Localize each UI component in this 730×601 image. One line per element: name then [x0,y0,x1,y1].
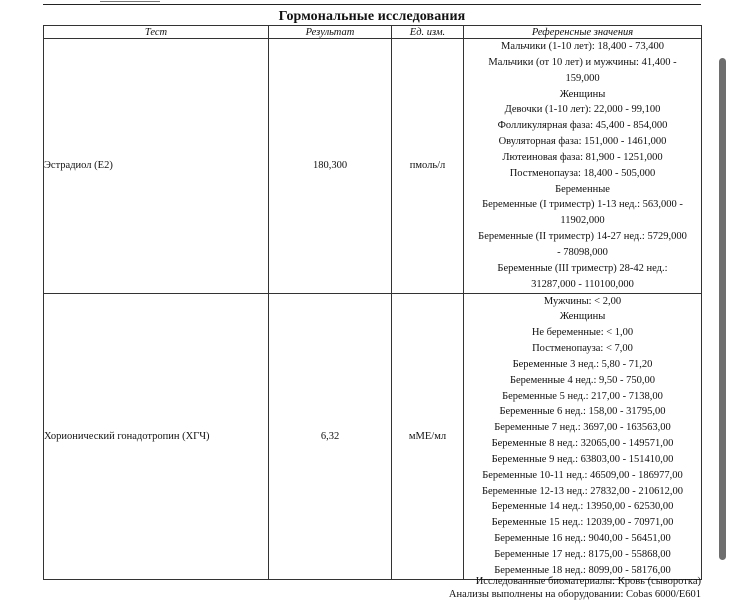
reference-line: Беременные (I триместр) 1-13 нед.: 563,000 - [482,199,683,211]
reference-line: Постменопауза: < 7,00 [532,343,633,355]
reference-line: Фолликулярная фаза: 45,400 - 854,000 [497,120,668,132]
report-footer [449,575,701,601]
section-title: Гормональные исследования [278,9,466,24]
test-name: Эстрадиол (E2) [44,39,269,294]
reference-line: Беременные 14 нед.: 13950,00 - 62530,00 [491,501,674,513]
reference-line: Лютеиновая фаза: 81,900 - 1251,000 [502,151,663,163]
header-reference: Референсные значения [464,26,702,39]
reference-values [464,293,702,579]
reference-line: Беременные (III триместр) 28-42 нед.: [497,262,668,274]
reference-line: - 78098,000 [557,246,608,258]
reference-line: Беременные 9 нед.: 63803,00 - 151410,00 [491,453,674,465]
reference-line: Беременные 8 нед.: 32065,00 - 149571,00 [491,438,674,450]
hormone-report [43,8,701,580]
reference-line: Постменопауза: 18,400 - 505,000 [509,167,656,179]
results-table [43,25,702,580]
unit-value: пмоль/л [392,39,464,294]
reference-line: Женщины [559,311,606,323]
reference-line: Беременные 5 нед.: 217,00 - 7138,00 [502,390,663,402]
table-row [44,39,702,294]
previous-section-edge [100,0,160,2]
header-test: Тест [44,26,269,39]
reference-line: 11902,000 [560,215,605,227]
reference-line: Мальчики (от 10 лет) и мужчины: 41,400 - [488,56,677,68]
reference-line: Беременные 17 нед.: 8175,00 - 55868,00 [494,549,671,560]
reference-line: Овуляторная фаза: 151,000 - 1461,000 [498,136,667,148]
vertical-scrollbar[interactable] [719,58,726,560]
header-unit: Ед. изм. [392,26,464,39]
reference-line: Мальчики (1-10 лет): 18,400 - 73,400 [501,41,664,52]
reference-line: Девочки (1-10 лет): 22,000 - 99,100 [504,104,661,116]
biomaterial-note: Исследованные биоматериалы: Кровь (сыворотка) [475,576,701,587]
result-value: 6,32 [269,293,392,579]
reference-line: Беременные 6 нед.: 158,00 - 31795,00 [499,406,666,418]
header-result: Результат [269,26,392,39]
reference-line: Беременные [555,183,610,195]
table-row [44,293,702,579]
reference-line: Беременные 4 нед.: 9,50 - 750,00 [509,374,655,386]
reference-values [464,39,702,294]
reference-line: Беременные (II триместр) 14-27 нед.: 5729,000 [478,231,687,243]
section-divider [43,4,701,5]
table-header-row [44,26,702,39]
test-name: Хорионический гонадотропин (ХГЧ) [44,293,269,579]
reference-line: Не беременные: < 1,00 [531,327,634,339]
reference-line: Беременные 15 нед.: 12039,00 - 70971,00 [491,517,674,529]
reference-line: Беременные 7 нед.: 3697,00 - 163563,00 [494,422,671,434]
unit-value: мМЕ/мл [392,293,464,579]
reference-line: 31287,000 - 110100,000 [531,278,634,290]
equipment-note: Анализы выполнены на оборудовании: Cobas 6000/E601 [448,589,701,600]
reference-line: Беременные 10-11 нед.: 46509,00 - 186977,00 [482,469,683,481]
reference-line: Мужчины: < 2,00 [543,295,622,307]
reference-line: Беременные 16 нед.: 9040,00 - 56451,00 [494,533,671,545]
reference-line: Женщины [559,88,606,100]
result-value: 180,300 [269,39,392,294]
reference-line: Беременные 18 нед.: 8099,00 - 58176,00 [494,564,671,576]
reference-line: Беременные 3 нед.: 5,80 - 71,20 [512,358,653,370]
reference-line: 159,000 [565,72,600,84]
reference-line: Беременные 12-13 нед.: 27832,00 - 210612,00 [481,485,683,497]
